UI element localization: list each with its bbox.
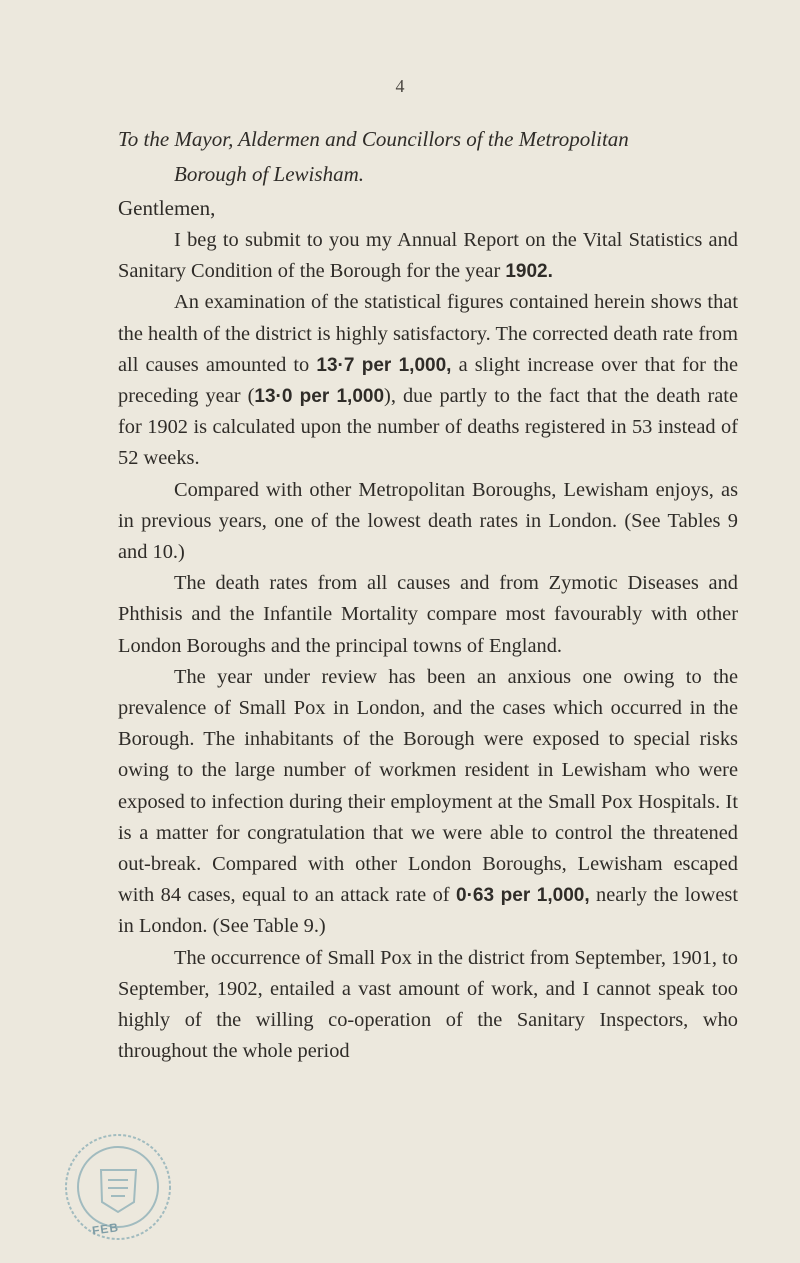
address-line-2: Borough of Lewisham. (174, 162, 364, 186)
paragraph-text: I beg to submit to you my Annual Report on the Vital Statistics and Sanitary Condition of the Borough for the year (118, 229, 738, 283)
paragraph-3 (118, 475, 738, 569)
stamp-date-label: FEB (91, 1220, 120, 1238)
paragraph-text: Compared with other Metropolitan Boroughs, Lewisham enjoys, as in previous years, one of the lowest death rates in London. (See Tables 9 and 10.) (118, 478, 738, 564)
page-number: 4 (395, 76, 405, 96)
bold-figure: 13·0 per 1,000 (254, 386, 385, 408)
paragraph-text: nearly the lowest in London. (See Table 9.) (118, 884, 738, 938)
report-body (118, 225, 738, 1067)
address-block (118, 122, 748, 192)
paragraph-2 (118, 287, 738, 474)
paragraph-text: a slight increase over that for the preceding year ( (118, 353, 738, 408)
paragraph-text: ), due partly to the fact that the death rate for 1902 is calculated upon the number of deaths registered in 53 instead of 52 weeks. (118, 385, 739, 470)
address-line-1: To the Mayor, Aldermen and Councillors of the Metropolitan (118, 127, 629, 151)
paragraph-text: The death rates from all causes and from Zymotic Diseases and Phthisis and the Infantile Mortality compare most favourably with other London Boroughs and the principal towns of England. (118, 572, 738, 657)
paragraph-4 (118, 568, 738, 662)
bold-figure: 1902. (505, 261, 553, 283)
paragraph-6 (118, 943, 738, 1068)
paragraph-text: The occurrence of Small Pox in the district from September, 1901, to September, 1902, entailed a vast amount of work, and I cannot speak too highly of the willing co-operation of the Sanitary Inspectors, who throughout the whole period (118, 946, 738, 1063)
salutation: Gentlemen, (118, 196, 216, 220)
bold-figure: 13·7 per 1,000, (316, 354, 452, 376)
paragraph-text: The year under review has been an anxious one owing to the prevalence of Small Pox in London, and the cases which occurred in the Borough. The inhabitants of the Borough were exposed to special risks owing to the large number of workmen resident in Lewisham who were exposed to infection during their employment at the Small Pox Hospitals. It is a matter for congratulation that we were able to control the threatened out-break. Compared with other London Boroughs, Lewisham escaped with 84 cases, equal to an attack rate of (118, 665, 738, 907)
paragraph-5 (118, 662, 738, 943)
paragraph-1 (118, 225, 738, 287)
bold-figure: 0·63 per 1,000, (456, 885, 590, 907)
paragraph-text: An examination of the statistical figures contained herein shows that the health of the district is highly satisfactory. The corrected death rate from all causes amounted to (118, 291, 738, 376)
